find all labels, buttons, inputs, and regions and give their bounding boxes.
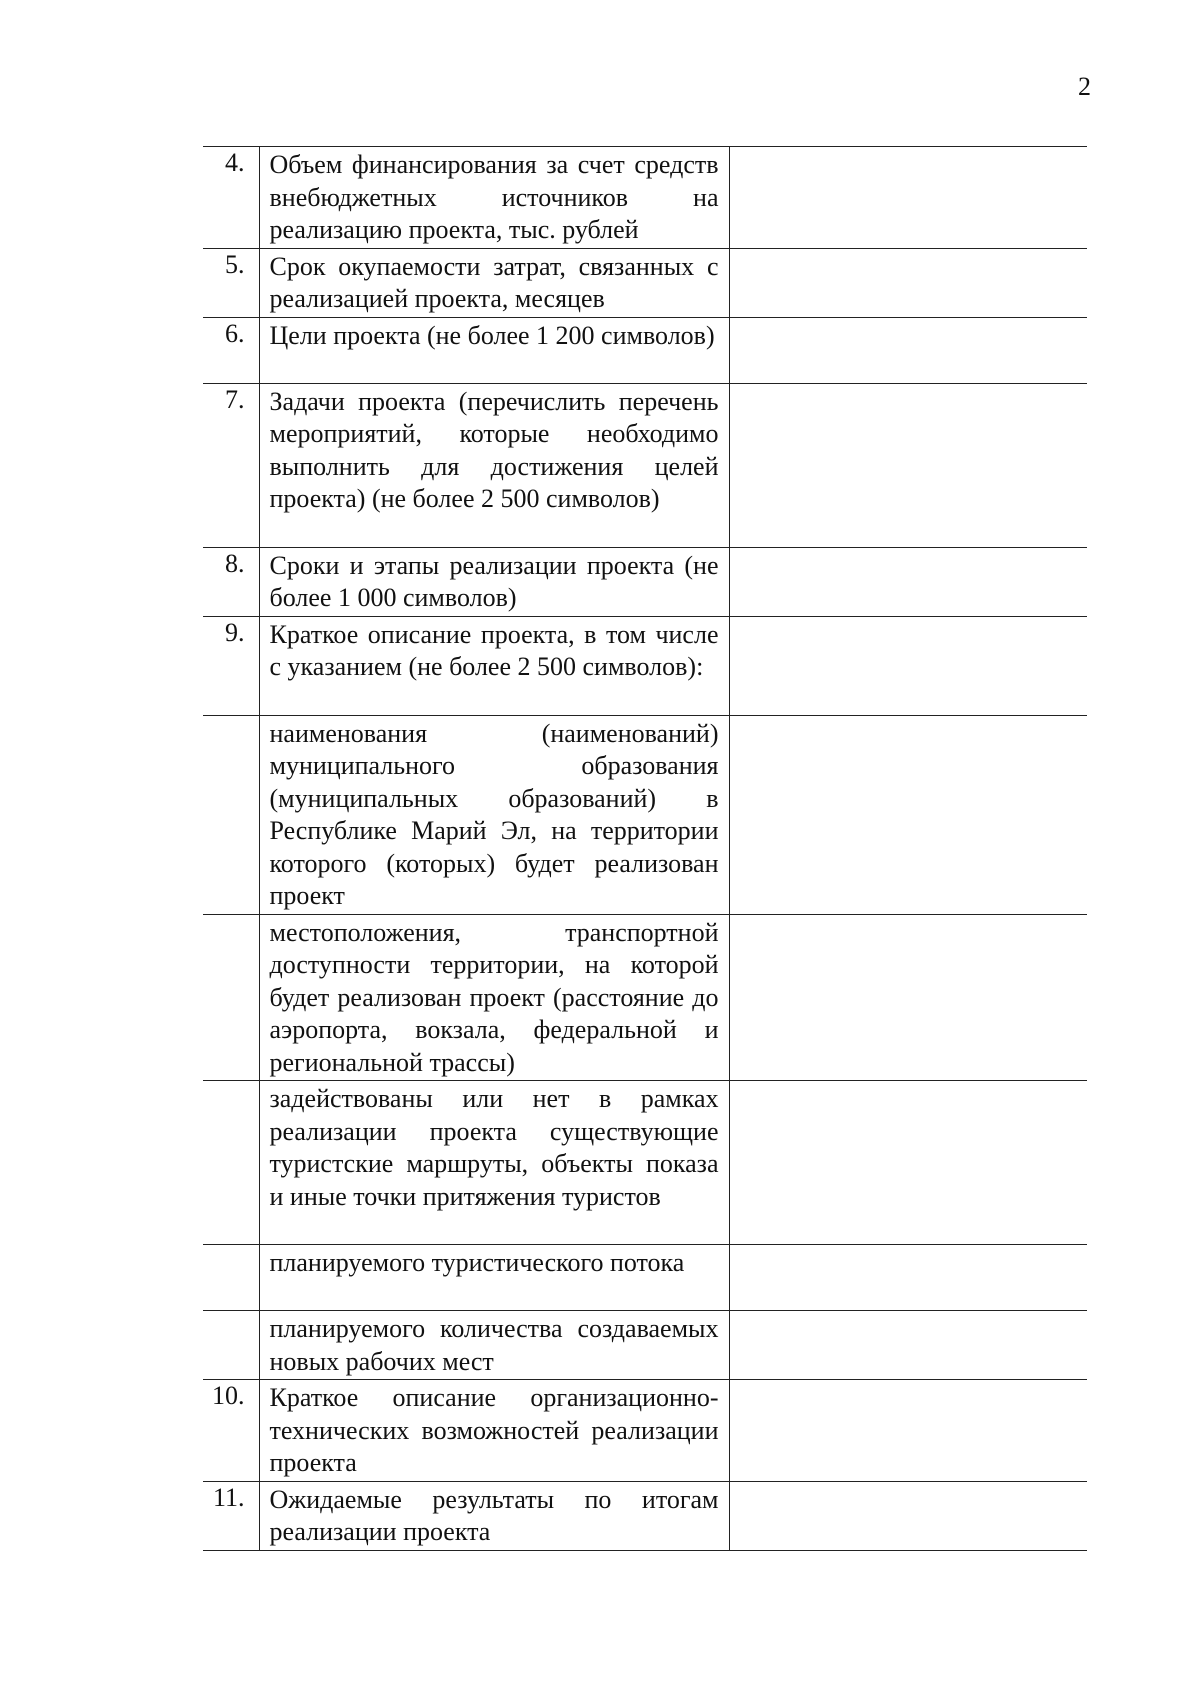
row-number: 11. bbox=[203, 1481, 259, 1550]
table-row bbox=[203, 248, 1087, 317]
row-description bbox=[259, 248, 729, 317]
row-number: 7. bbox=[203, 383, 259, 547]
row-description bbox=[259, 317, 729, 383]
row-description-text: Ожидаемые результаты по итогам реализации проекта bbox=[269, 1484, 719, 1546]
row-number bbox=[203, 1311, 259, 1380]
row-number: 10. bbox=[203, 1380, 259, 1482]
row-description-text: планируемого количества создаваемых новых рабочих мест bbox=[269, 1314, 719, 1376]
row-number bbox=[203, 1081, 259, 1245]
row-description bbox=[259, 1245, 729, 1311]
row-description bbox=[259, 1311, 729, 1380]
row-description-text: Краткое описание организационно-технических возможностей реализации проекта bbox=[269, 1383, 719, 1477]
row-description-text: Цели проекта (не более 1 200 символов) bbox=[269, 320, 715, 350]
row-value-cell[interactable] bbox=[729, 1081, 1087, 1245]
table-row bbox=[203, 1081, 1087, 1245]
row-number: 5. bbox=[203, 248, 259, 317]
row-description-text: задействованы или нет в рамках реализации проекта существующие туристские маршруты, объекты показа и иные точки притяжения туристов bbox=[269, 1084, 719, 1211]
row-number: 9. bbox=[203, 616, 259, 715]
row-value-cell[interactable] bbox=[729, 248, 1087, 317]
row-value-cell[interactable] bbox=[729, 1380, 1087, 1482]
row-number: 6. bbox=[203, 317, 259, 383]
row-value-cell[interactable] bbox=[729, 914, 1087, 1081]
row-value-cell[interactable] bbox=[729, 1481, 1087, 1550]
row-description bbox=[259, 1380, 729, 1482]
row-description-text: Задачи проекта (перечислить перечень мероприятий, которые необходимо выполнить для достижения целей проекта) (не более 2 500 символов) bbox=[269, 386, 719, 513]
table-row bbox=[203, 547, 1087, 616]
row-value-cell[interactable] bbox=[729, 616, 1087, 715]
table-row bbox=[203, 147, 1087, 249]
row-description bbox=[259, 914, 729, 1081]
row-description bbox=[259, 547, 729, 616]
table-row bbox=[203, 1481, 1087, 1550]
row-number bbox=[203, 914, 259, 1081]
row-number bbox=[203, 715, 259, 914]
row-description bbox=[259, 383, 729, 547]
table-row bbox=[203, 616, 1087, 715]
row-description-text: местоположения, транспортной доступности территории, на которой будет реализован проект (расстояние до аэропорта, вокзала, федеральной и региональной трассы) bbox=[269, 917, 719, 1077]
row-value-cell[interactable] bbox=[729, 547, 1087, 616]
row-value-cell[interactable] bbox=[729, 715, 1087, 914]
row-number: 8. bbox=[203, 547, 259, 616]
row-description bbox=[259, 1481, 729, 1550]
table-row bbox=[203, 317, 1087, 383]
row-value-cell[interactable] bbox=[729, 1245, 1087, 1311]
table-row bbox=[203, 914, 1087, 1081]
page-number: 2 bbox=[1078, 72, 1091, 101]
row-description-text: наименования (наименований) муниципального образования (муниципальных образований) в Республике Марий Эл, на территории которого (которых) будет реализован проект bbox=[269, 718, 719, 910]
row-description-text: Срок окупаемости затрат, связанных с реализацией проекта, месяцев bbox=[269, 251, 719, 313]
row-value-cell[interactable] bbox=[729, 147, 1087, 249]
row-description bbox=[259, 147, 729, 249]
row-number bbox=[203, 1245, 259, 1311]
row-description-text: Сроки и этапы реализации проекта (не более 1 000 символов) bbox=[269, 550, 719, 612]
row-description bbox=[259, 616, 729, 715]
table-row bbox=[203, 1245, 1087, 1311]
row-description-text: Краткое описание проекта, в том числе с указанием (не более 2 500 символов): bbox=[269, 619, 719, 681]
row-description bbox=[259, 715, 729, 914]
table-row bbox=[203, 1380, 1087, 1482]
row-number: 4. bbox=[203, 147, 259, 249]
row-description-text: Объем финансирования за счет средств внебюджетных источников на реализацию проекта, тыс. рублей bbox=[269, 150, 719, 244]
row-value-cell[interactable] bbox=[729, 1311, 1087, 1380]
row-description bbox=[259, 1081, 729, 1245]
application-form-table bbox=[203, 146, 1087, 1551]
row-value-cell[interactable] bbox=[729, 317, 1087, 383]
table-row bbox=[203, 715, 1087, 914]
row-value-cell[interactable] bbox=[729, 383, 1087, 547]
table-row bbox=[203, 1311, 1087, 1380]
row-description-text: планируемого туристического потока bbox=[269, 1248, 685, 1277]
table-row bbox=[203, 383, 1087, 547]
